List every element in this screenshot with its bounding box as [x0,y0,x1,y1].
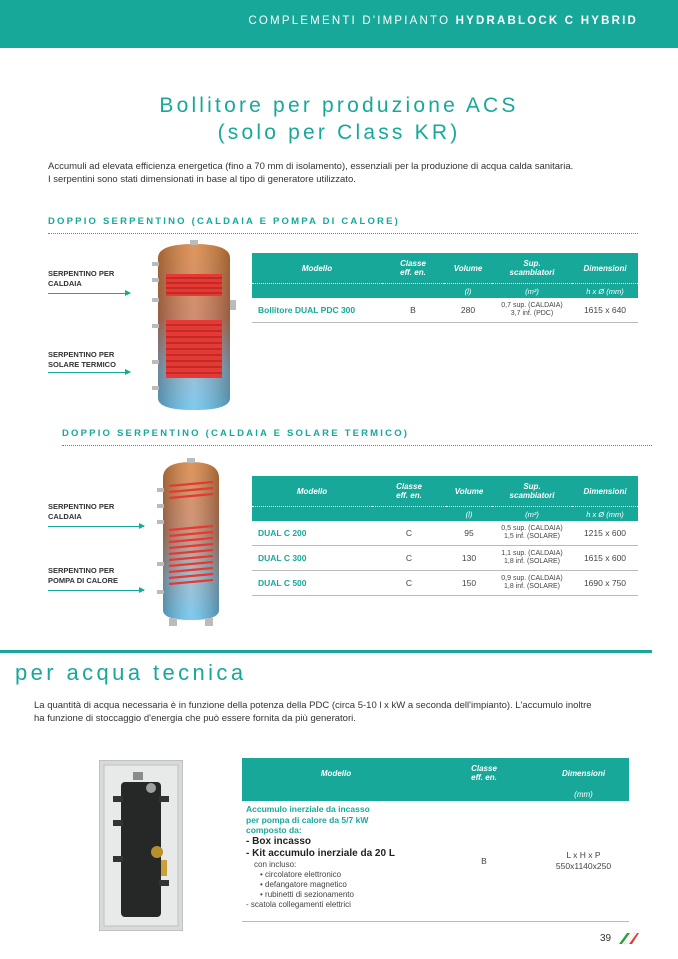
boiler-dual-pdc-illustration [150,240,240,415]
unit-dim: (mm) [538,788,629,801]
col-dim: Dimensioni [572,476,638,507]
row-sup: 0,7 sup. (CALDAIA) 3,7 inf. (PDC) [492,298,572,323]
section2-title: DOPPIO SERPENTINO (CALDAIA E SOLARE TERMICO) [62,428,410,439]
row-class: B [481,856,487,866]
arrow-icon [48,293,130,294]
col-class: Classe eff. en. [430,758,538,788]
row-sup: 1,1 sup. (CALDAIA) 1,8 inf. (SOLARE) [492,546,572,571]
unit-sup: (m²) [492,284,572,299]
page-number: 39 [600,933,612,944]
row-sup: 0,9 sup. (CALDAIA) 1,8 inf. (SOLARE) [492,571,572,596]
section2-divider [62,445,652,446]
row-dim: 1690 x 750 [572,571,638,596]
item-box: - Box incasso [246,835,312,847]
item-kit: - Kit accumulo inerziale da 20 L [246,847,395,859]
row-sup: 0,5 sup. (CALDAIA) 1,5 inf. (SOLARE) [492,521,572,546]
row-dim: 1615 x 600 [572,546,638,571]
unit-dim: h x Ø (mm) [572,507,638,522]
tecnica-intro [34,700,644,725]
arrow-icon [48,526,144,527]
table-row [252,298,638,323]
tecnica-intro-line1: La quantità di acqua necessaria è in funzione della potenza della PDC (circa 5-10 l x kW a seconda dell'impianto). L'accumulo inoltre [34,700,592,711]
col-model: Modello [242,758,430,788]
row-volume: 150 [446,571,492,596]
tecnica-title: per acqua tecnica [15,660,247,685]
buffer-tank-box-photo [99,760,183,931]
section1-label-top: SERPENTINO PER CALDAIA [48,269,115,288]
col-dim: Dimensioni [538,758,629,788]
row-volume: 95 [446,521,492,546]
unit-dim: h x Ø (mm) [572,284,638,299]
tecnica-intro-line2: ha funzione di stoccaggio d'energia che può essere fornita da più generatori. [34,712,356,724]
row-class: C [372,546,446,571]
page-title [0,92,678,146]
header-text [248,15,638,27]
table-row [252,571,638,596]
table-row [252,521,638,546]
unit-sup: (m²) [492,507,572,522]
col-model: Modello [252,476,372,507]
row-volume: 280 [444,298,492,323]
col-model: Modello [252,253,382,284]
row-model: Accumulo inerziale da incasso per pompa di calore da 5/7 kW composto da: - Box incasso - Kit accumulo inerziale da 20 L con incluso: • circolatore elettronico • defangatore magnetico • rubinetti di sezionamento - scatola collegamenti elettrici [242,801,430,922]
section1-table [252,253,638,323]
section1-divider [48,233,638,234]
tecnica-table [242,758,629,922]
row-model: Bollitore DUAL PDC 300 [252,298,382,323]
row-class: C [372,571,446,596]
intro-line2: I serpentini sono stati dimensionati in base al tipo di generatore utilizzato. [48,173,356,185]
section2-label-bottom: SERPENTINO PER POMPA DI CALORE [48,566,119,585]
table-row [242,801,629,922]
section2-table [252,476,638,596]
row-dim: 1615 x 640 [572,298,638,323]
header-brand: HYDRABLOCK C HYBRID [455,15,638,27]
arrow-icon [48,372,130,373]
section1-title: DOPPIO SERPENTINO (CALDAIA E POMPA DI CALORE) [48,216,400,227]
col-volume: Volume [444,253,492,284]
col-class: Classe eff. en. [382,253,444,284]
page-title-line2: (solo per Class KR) [217,121,461,144]
section-divider-bar [0,650,652,653]
unit-vol: (l) [446,507,492,522]
header-prefix: COMPLEMENTI D'IMPIANTO [248,15,451,27]
arrow-icon [48,590,144,591]
intro-paragraph [48,161,638,186]
row-model: DUAL C 500 [252,571,372,596]
intro-line1: Accumuli ad elevata efficienza energetica (fino a 70 mm di isolamento), essenziali per la produzione di acqua calda sanitaria. [48,161,574,172]
section2-label-top: SERPENTINO PER CALDAIA [48,502,115,521]
table-row [252,546,638,571]
section1-label-bottom: SERPENTINO PER SOLARE TERMICO [48,350,116,369]
page-title-line1: Bollitore per produzione ACS [159,94,519,117]
col-volume: Volume [446,476,492,507]
header-bar [0,0,678,48]
col-sup: Sup. scambiatori [492,476,572,507]
col-dim: Dimensioni [572,253,638,284]
row-model: DUAL C 200 [252,521,372,546]
unit-vol: (l) [444,284,492,299]
row-class: C [372,521,446,546]
row-class: B [382,298,444,323]
italy-flag-logo-icon [618,931,640,945]
row-volume: 130 [446,546,492,571]
boiler-dual-c-illustration [155,458,227,628]
row-dim: L x H x P 550x1140x250 [555,850,612,871]
row-dim: 1215 x 600 [572,521,638,546]
row-model: DUAL C 300 [252,546,372,571]
col-sup: Sup. scambiatori [492,253,572,284]
col-class: Classe eff. en. [372,476,446,507]
